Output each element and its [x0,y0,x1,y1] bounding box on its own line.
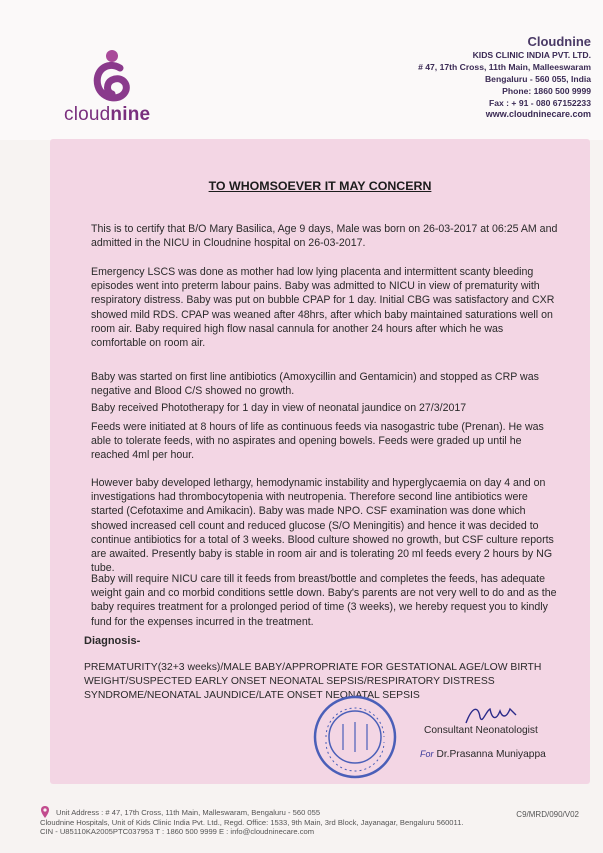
diagnosis-heading: Diagnosis- [84,635,141,647]
company-line: # 47, 17th Cross, 11th Main, Malleeswaram [418,62,591,72]
company-line: KIDS CLINIC INDIA PVT. LTD. [472,50,591,60]
brand-wordmark: cloudnine [64,104,151,125]
letter-body [50,139,590,784]
company-address-block [418,34,591,119]
signatory-name-line [420,749,546,760]
cloudnine-logo-icon [92,48,132,104]
footer-line: Cloudnine Hospitals, Unit of Kids Clinic India Pvt. Ltd., Regd. Office: 1533, 9th Main, 3rd Block, Jayanagar, Bengaluru 560011. [40,817,464,827]
paragraph-funding-request: Baby will require NICU care till it feeds from breast/bottle and completes the feeds, has adequate weight gain and co morbid conditions settle down. Baby's parents are not very well to do and as the baby requires treatment for a prolonged period of time (3 weeks), we hereby request you to kindly fund for the expenses incurred in the treatment. [91,573,557,628]
paragraph-clinical-course: Emergency LSCS was done as mother had low lying placenta and intermittent scanty bleeding episodes went into preterm labour pains. Baby was admitted to NICU in view of prematurity with respiratory distress. Baby was put on bubble CPAP for 1 day. Initial CBG was satisfactory and CXR showed mild RDS. CPAP was weaned after 48hrs, after which baby maintained saturations well on room air. Baby required high flow nasal cannula for another 24 hours after which he was comfortable on room air. [91,266,555,350]
diagnosis-text: PREMATURITY(32+3 weeks)/MALE BABY/APPROPRIATE FOR GESTATIONAL AGE/LOW BIRTH WEIGHT/SUSPECTED EARLY ONSET NEONATAL SEPSIS/RESPIRATORY DISTRESS SYNDROME/NEONATAL JAUNDICE/LATE ONSET NEONATAL SEPSIS [84,662,542,702]
signatory-prefix: For [420,749,434,759]
company-line: Bengaluru - 560 055, India [484,74,591,84]
paragraph-antibiotics: Baby was started on first line antibiotics (Amoxycillin and Gentamicin) and stopped as CRP was negative and Blood C/S showed no growth. [91,371,539,398]
signatory-role: Consultant Neonatologist [424,725,538,736]
footer-line: Unit Address : # 47, 17th Cross, 11th Main, Malleswaram, Bengaluru - 560 055 [56,808,321,817]
clinic-stamp [312,694,398,780]
company-name: Cloudnine [527,34,591,49]
company-line: Fax : + 91 - 080 67152233 [488,98,591,108]
paragraph-certification: This is to certify that B/O Mary Basilica, Age 9 days, Male was born on 26-03-2017 at 06:25 AM and admitted in the NICU in Cloudnine hospital on 26-03-2017. [91,223,558,250]
letterhead [0,0,603,140]
signatory-name: Dr.Prasanna Muniyappa [436,749,546,760]
company-line: Phone: 1860 500 9999 [502,86,591,96]
letter-title: TO WHOMSOEVER IT MAY CONCERN [208,179,432,193]
footer-line: CIN - U85110KA2005PTC037953 T : 1860 500 9999 E : info@cloudninecare.com [40,827,315,837]
paragraph-phototherapy: Baby received Phototherapy for 1 day in view of neonatal jaundice on 27/3/2017 [91,402,467,414]
paragraph-feeds: Feeds were initiated at 8 hours of life as continuous feeds via nasogastric tube (Prenan). He was able to tolerate feeds, with no aspirates and opening bowels. Feeds were graded up until he reached 4ml per hour. [91,421,544,462]
company-website: www.cloudninecare.com [485,109,591,119]
document-reference-code: C9/MRD/090/V02 [516,810,579,819]
paragraph-complications: However baby developed lethargy, hemodynamic instability and hyperglycaemia on day 4 and on investigations had thrombocytopenia with neutropenia. Therefore second line antibiotics were started (Cefotaxime and Amikacin). Baby was made NPO. CSF examination was done which showed increased cell count and reduced glucose (S/O Meningitis) and hence it was decided to continue antibiotics for a total of 3 weeks. Blood culture showed no growth, but CSF culture reports are awaited. Presently baby is stable in room air and is tolerating 20 ml feeds every 2 hours by NG tube. [91,477,554,575]
footer [40,808,580,837]
